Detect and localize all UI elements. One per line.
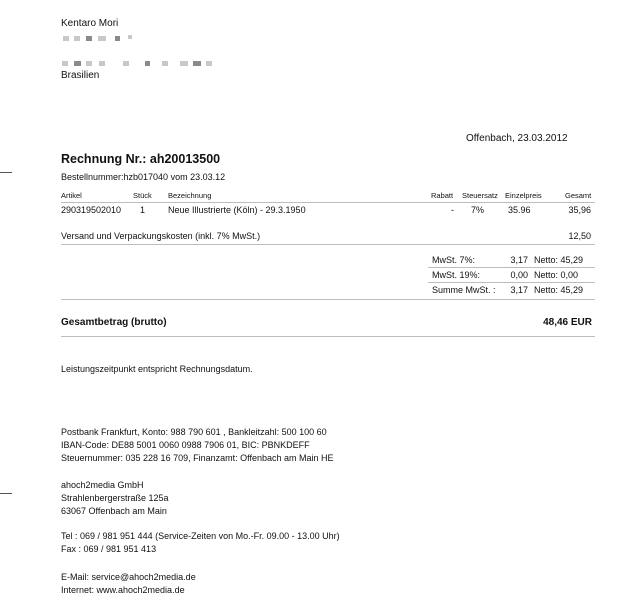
item-article: 290319502010 — [61, 205, 122, 215]
item-unit-price: 35.96 — [508, 205, 531, 215]
col-description: Bezeichnung — [168, 191, 212, 200]
tax-sum-amount: 3,17 — [510, 285, 528, 295]
shipping-amount: 12,50 — [568, 231, 591, 241]
tax-divider — [428, 282, 595, 283]
company-line: ahoch2media GmbH — [61, 480, 144, 490]
item-description: Neue Illustrierte (Köln) - 29.3.1950 — [168, 205, 306, 215]
item-qty: 1 — [140, 205, 146, 215]
header-divider — [61, 202, 595, 203]
company-line: Strahlenbergerstraße 125a — [61, 493, 169, 503]
grand-total-label: Gesamtbetrag (brutto) — [61, 317, 167, 328]
contact-phone-fax — [61, 530, 340, 556]
tax-sum-label: Summe MwSt. : — [432, 285, 496, 295]
shipping-divider — [61, 244, 595, 245]
col-tax-rate: Steuersatz — [462, 191, 498, 200]
recipient-country: Brasilien — [61, 70, 100, 81]
bank-line: Postbank Frankfurt, Konto: 988 790 601 , Bankleitzahl: 500 100 60 — [61, 427, 327, 437]
bank-line: Steuernummer: 035 228 16 709, Finanzamt: Offenbach am Main HE — [61, 453, 334, 463]
col-unit-price: Einzelpreis — [505, 191, 542, 200]
company-line: 63067 Offenbach am Main — [61, 506, 167, 516]
tax-label: MwSt. 19%: — [432, 270, 481, 280]
service-note: Leistungszeitpunkt entspricht Rechnungsdatum. — [61, 364, 253, 374]
col-article: Artikel — [61, 191, 82, 200]
email: E-Mail: service@ahoch2media.de — [61, 572, 196, 582]
company-address — [61, 479, 169, 518]
grand-total-amount: 48,46 EUR — [543, 317, 592, 328]
item-tax-rate: 7% — [471, 205, 485, 215]
tax-net: Netto: 0,00 — [534, 270, 579, 280]
summary-divider — [61, 299, 595, 300]
website: Internet: www.ahoch2media.de — [61, 585, 185, 595]
item-total: 35,96 — [568, 205, 591, 215]
recipient-name: Kentaro Mori — [61, 18, 119, 29]
item-discount: - — [451, 205, 454, 215]
tax-amount: 3,17 — [510, 255, 528, 265]
tax-net: Netto: 45,29 — [534, 255, 584, 265]
grand-total-divider — [61, 336, 595, 337]
contact-online — [61, 571, 196, 597]
col-total: Gesamt — [565, 191, 592, 200]
bank-details — [61, 426, 333, 465]
tax-label: MwSt. 7%: — [432, 255, 476, 265]
fold-mark-bottom — [0, 493, 12, 494]
tax-amount: 0,00 — [510, 270, 528, 280]
order-number: Bestellnummer:hzb017040 vom 23.03.12 — [61, 172, 226, 182]
tax-sum-net: Netto: 45,29 — [534, 285, 584, 295]
invoice-title: Rechnung Nr.: ah20013500 — [61, 152, 221, 166]
col-discount: Rabatt — [431, 191, 454, 200]
tax-divider — [428, 267, 595, 268]
phone: Tel : 069 / 981 951 444 (Service-Zeiten von Mo.-Fr. 09.00 - 13.00 Uhr) — [61, 531, 340, 541]
place-date: Offenbach, 23.03.2012 — [466, 133, 568, 144]
shipping-label: Versand und Verpackungskosten (inkl. 7% MwSt.) — [61, 231, 261, 241]
fax: Fax : 069 / 981 951 413 — [61, 544, 157, 554]
bank-line: IBAN-Code: DE88 5001 0060 0988 7906 01, BIC: PBNKDEFF — [61, 440, 310, 450]
col-qty: Stück — [133, 191, 152, 200]
fold-mark-top — [0, 172, 12, 173]
